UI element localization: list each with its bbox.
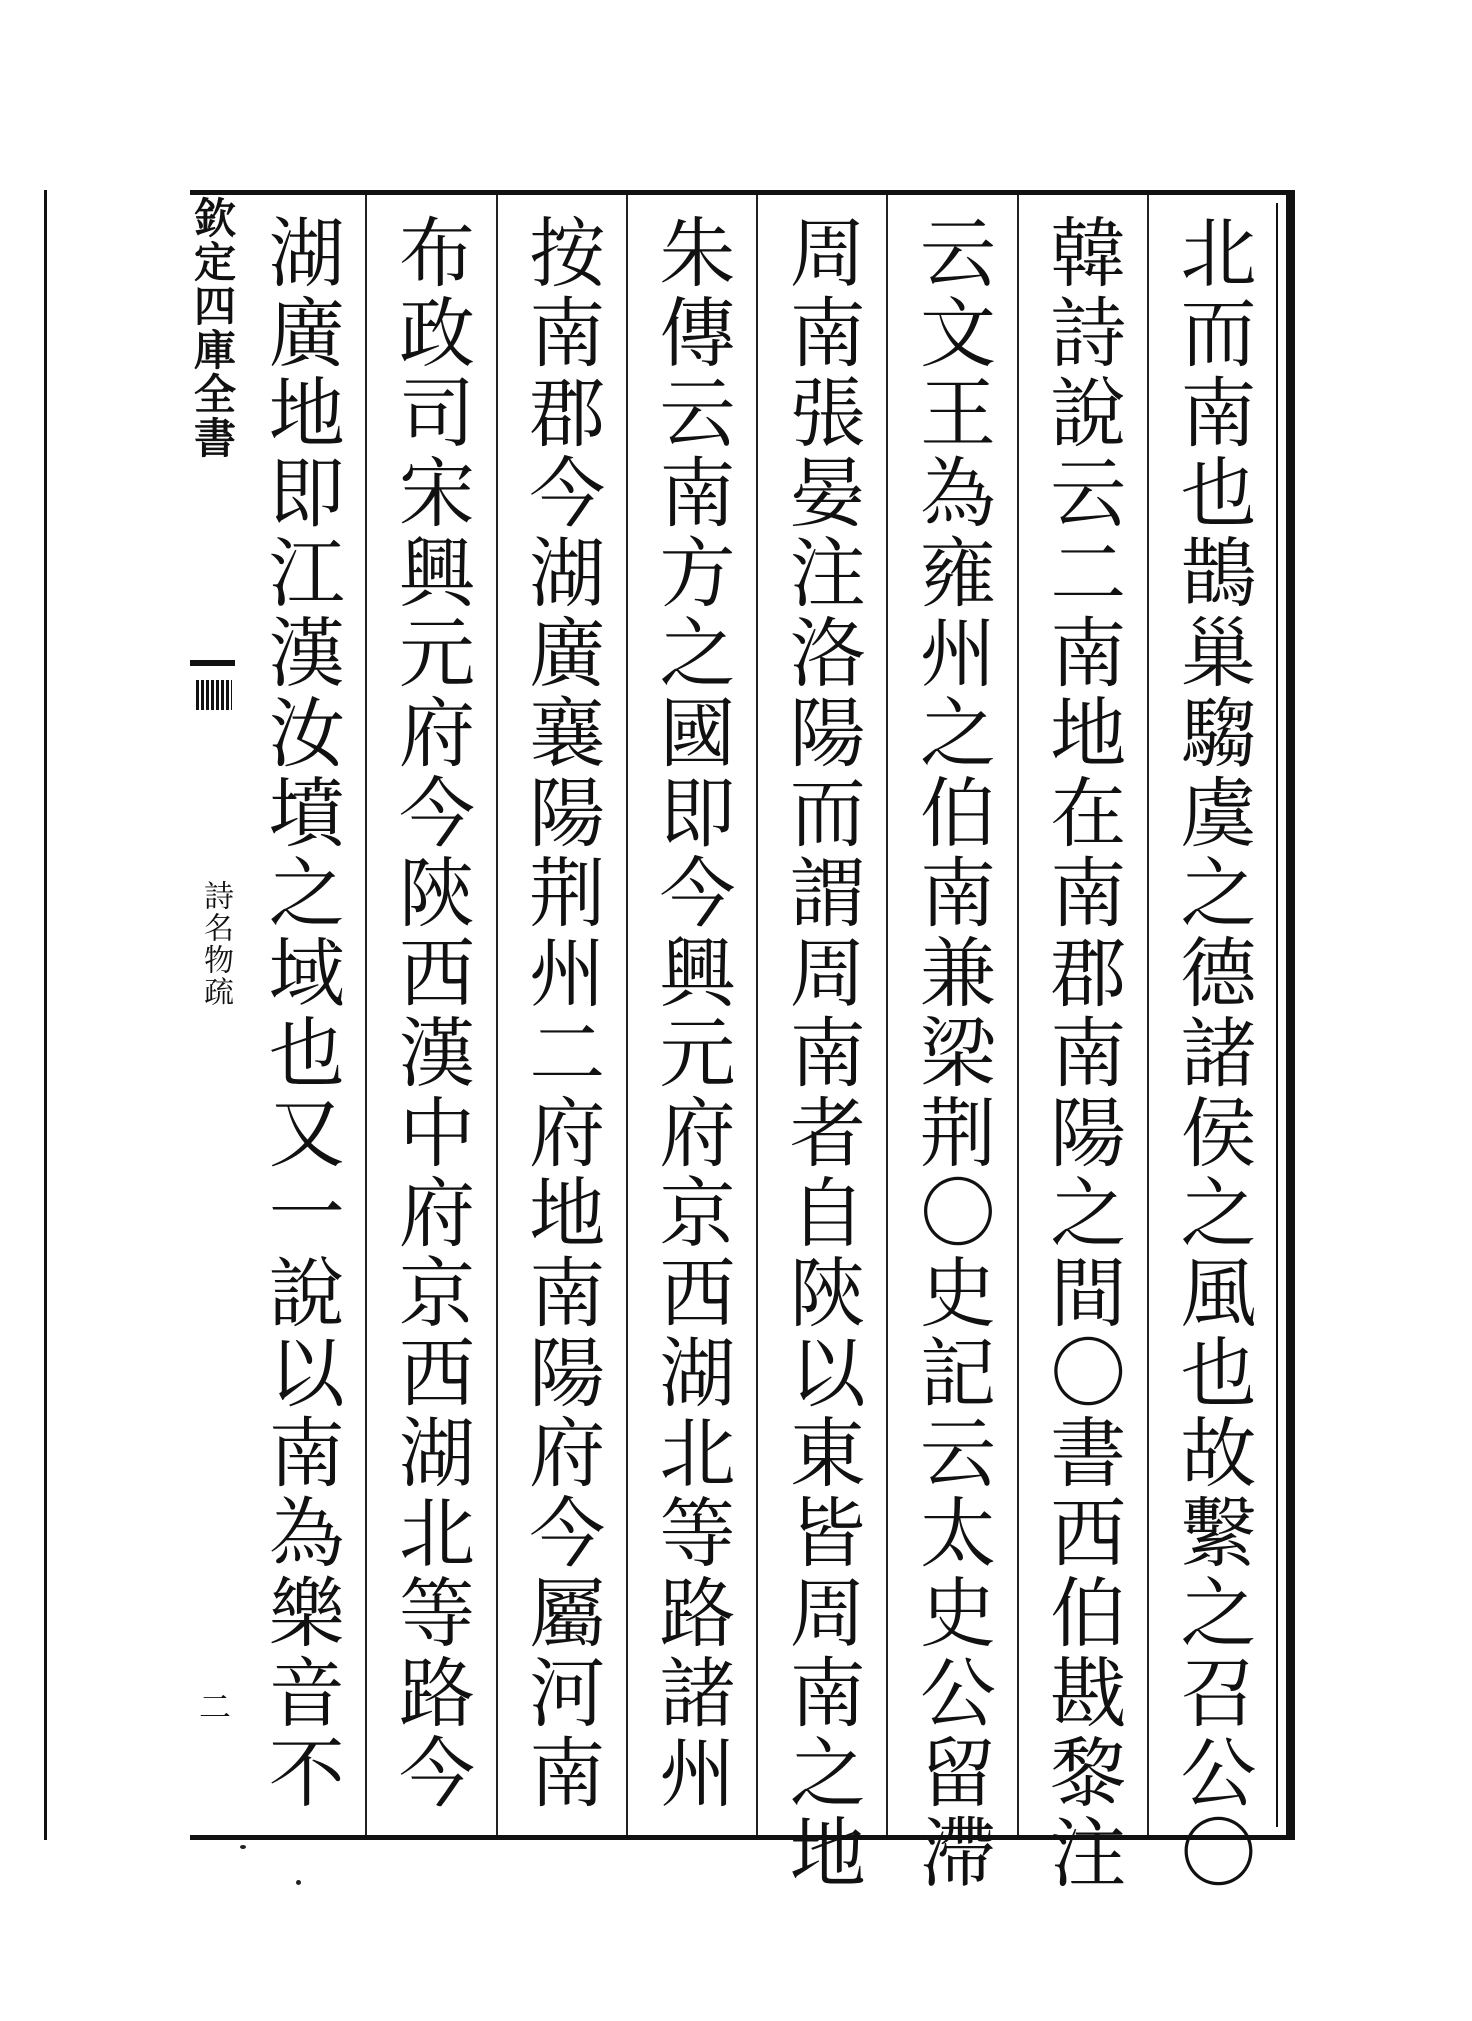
book-title: 詩名物疏 [198, 880, 233, 1008]
main-text-area [235, 195, 1277, 1893]
ink-speck [296, 1880, 301, 1885]
text-column-6-text: 按南郡今湖廣襄陽荆州二府地南陽府今屬河南 [516, 213, 606, 1813]
text-column-4 [756, 195, 886, 1893]
margin-divider-line [44, 190, 47, 1840]
text-column-7 [365, 195, 495, 1835]
text-column-8 [235, 195, 365, 1835]
fishtail-bar [190, 660, 235, 666]
ink-speck [240, 1845, 246, 1849]
text-column-3 [886, 195, 1016, 1893]
text-column-8-text: 湖廣地即江漢汝墳之域也又一說以南為樂音不 [256, 213, 346, 1813]
fishtail-mark [190, 660, 235, 720]
text-column-2 [1017, 195, 1147, 1893]
text-column-1-text: 北而南也鵲巢騶虞之德諸侯之風也故繫之召公〇 [1168, 213, 1257, 1893]
page-number: 二 [194, 1690, 232, 1722]
text-column-2-text: 韓詩說云二南地在南郡南陽之間〇書西伯戡黎注 [1037, 213, 1127, 1893]
fishtail-block [196, 680, 232, 710]
text-column-5-text: 朱傳云南方之國即今興元府京西湖北等路諸州 [647, 213, 736, 1813]
text-column-4-text: 周南張晏注洛陽而謂周南者自陝以東皆周南之地 [777, 213, 867, 1893]
text-column-1 [1147, 195, 1277, 1893]
page-margin-strip [190, 190, 235, 1840]
text-column-6 [496, 195, 626, 1835]
text-column-7-text: 布政司宋興元府今陝西漢中府京西湖北等路今 [386, 213, 476, 1813]
text-column-5 [626, 195, 756, 1835]
collection-title: 欽定四庫全書 [188, 196, 237, 460]
text-column-3-text: 云文王為雍州之伯南兼梁荆〇史記云太史公留滯 [907, 213, 997, 1893]
